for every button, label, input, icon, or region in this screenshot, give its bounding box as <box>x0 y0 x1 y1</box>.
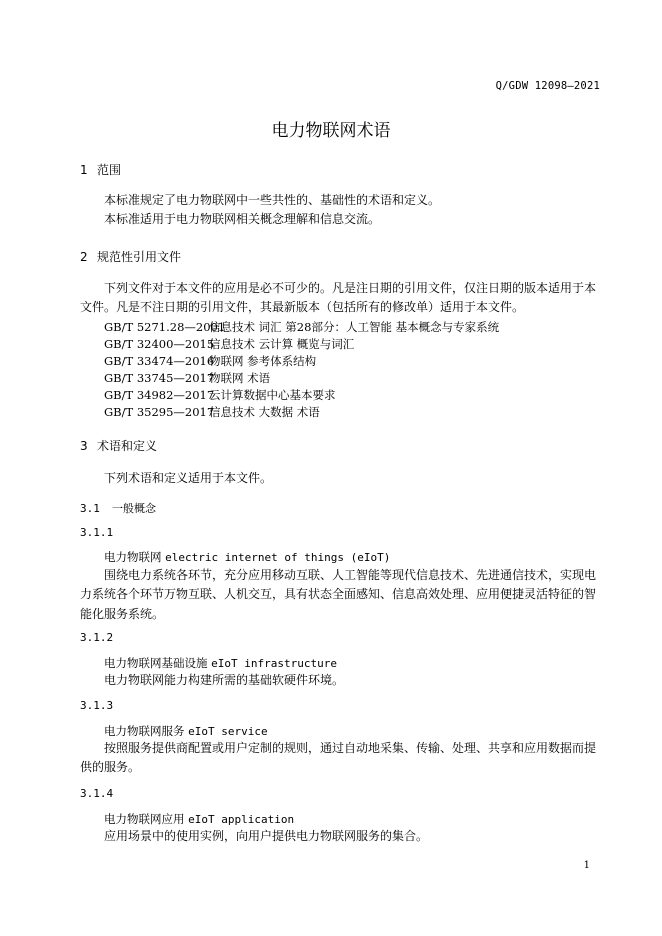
document-title: 电力物联网术语 <box>271 121 391 141</box>
term-chinese: 电力物联网服务 <box>104 724 185 738</box>
reference-item <box>104 370 270 386</box>
section-1-number: 1 <box>80 163 88 177</box>
term-number: 3.1.2 <box>80 631 114 644</box>
reference-title: 物联网 术语 <box>209 371 271 385</box>
reference-code: GB/T 33474—2016 <box>104 354 215 368</box>
page-number: 1 <box>583 860 590 871</box>
term-definition: 按照服务提供商配置或用户定制的规则，通过自动地采集、传输、处理、共享和应用数据而提供的服务。 <box>80 741 597 775</box>
term-chinese: 电力物联网应用 <box>104 812 185 826</box>
scope-paragraph-1: 本标准规定了电力物联网中一些共性的、基础性的术语和定义。 <box>104 193 441 207</box>
section-3-heading <box>80 437 157 454</box>
reference-item <box>104 319 499 335</box>
term-heading <box>104 549 390 565</box>
reference-code: GB/T 34982—2017 <box>104 388 215 402</box>
reference-item <box>104 387 336 403</box>
term-chinese: 电力物联网 <box>104 550 162 564</box>
term-english: electric internet of things (eIoT) <box>165 551 391 564</box>
subsection-title: 一般概念 <box>112 502 156 515</box>
reference-code: GB/T 32400—2015 <box>104 337 215 351</box>
normative-references-paragraph: 下列文件对于本文件的应用是必不可少的。凡是注日期的引用文件，仅注日期的版本适用于本文件。凡是不注日期的引用文件，其最新版本（包括所有的修改单）适用于本文件。 <box>80 281 597 315</box>
reference-item <box>104 336 354 352</box>
reference-title: 信息技术 云计算 概览与词汇 <box>209 337 355 351</box>
section-1-heading <box>80 161 121 178</box>
standard-code-header: Q/GDW 12098—2021 <box>495 80 600 92</box>
scope-paragraph-2: 本标准适用于电力物联网相关概念理解和信息交流。 <box>104 212 381 227</box>
term-number: 3.1.4 <box>80 787 114 800</box>
reference-item <box>104 353 316 369</box>
term-english: eIoT service <box>188 725 268 738</box>
reference-item <box>104 404 320 420</box>
term-heading <box>104 723 268 739</box>
term-definition: 电力物联网能力构建所需的基础软硬件环境。 <box>104 673 345 687</box>
subsection-3-1-heading <box>80 500 156 516</box>
section-2-heading <box>80 248 181 265</box>
term-chinese: 电力物联网基础设施 <box>104 656 208 670</box>
term-english: eIoT application <box>188 813 295 826</box>
subsection-number: 3.1 <box>80 502 100 515</box>
term-number: 3.1.3 <box>80 699 114 712</box>
reference-code: GB/T 5271.28—2001 <box>104 320 226 334</box>
term-definition: 围绕电力系统各环节，充分应用移动互联、人工智能等现代信息技术、先进通信技术，实现电力系统各个环节万物互联、人机交互，具有状态全面感知、信息高效处理、应用便捷灵活特征的智能化服务系统。 <box>80 568 597 621</box>
reference-title: 信息技术 词汇 第28部分：人工智能 基本概念与专家系统 <box>209 320 500 334</box>
reference-code: GB/T 35295—2017 <box>104 405 215 419</box>
section-2-number: 2 <box>80 250 88 264</box>
section-3-number: 3 <box>80 439 88 453</box>
term-heading <box>104 811 294 827</box>
reference-title: 云计算数据中心基本要求 <box>209 388 336 402</box>
terms-intro-paragraph: 下列术语和定义适用于本文件。 <box>104 471 273 485</box>
term-number: 3.1.1 <box>80 526 114 539</box>
section-1-title: 范围 <box>97 163 122 177</box>
reference-title: 物联网 参考体系结构 <box>209 354 317 368</box>
term-english: eIoT infrastructure <box>211 657 337 670</box>
reference-code: GB/T 33745—2017 <box>104 371 215 385</box>
section-3-title: 术语和定义 <box>97 439 158 453</box>
section-2-title: 规范性引用文件 <box>97 250 182 264</box>
reference-title: 信息技术 大数据 术语 <box>209 405 320 419</box>
term-heading <box>104 655 337 671</box>
section-1-body <box>80 191 602 230</box>
term-definition: 应用场景中的使用实例，向用户提供电力物联网服务的集合。 <box>104 829 429 843</box>
